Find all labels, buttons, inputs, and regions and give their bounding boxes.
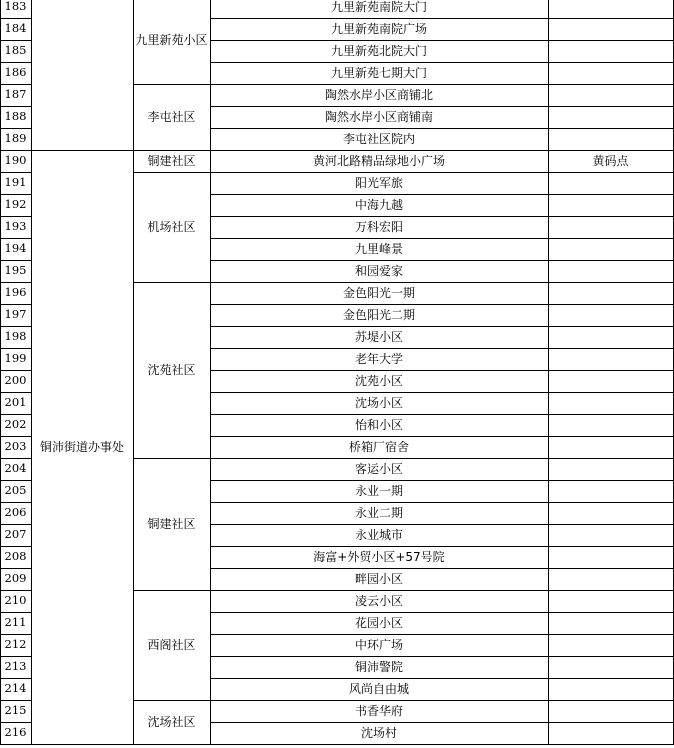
location-name: 客运小区 <box>354 462 403 476</box>
location-name: 九里新苑七期大门 <box>330 66 427 80</box>
note <box>548 568 673 590</box>
location-name: 畔园小区 <box>354 572 403 586</box>
row-number: 208 <box>4 549 27 564</box>
location-name: 陶然水岸小区商铺北 <box>324 88 433 102</box>
note <box>548 172 673 194</box>
location-name: 书香华府 <box>354 704 403 718</box>
note <box>548 370 673 392</box>
row-number: 213 <box>4 659 27 674</box>
row-number: 192 <box>4 197 27 212</box>
grid-line <box>210 304 674 305</box>
grid-line <box>0 40 32 41</box>
note <box>548 304 673 326</box>
grid-line <box>210 700 674 701</box>
grid-line <box>210 260 674 261</box>
note <box>548 18 673 40</box>
note <box>548 216 673 238</box>
note <box>548 348 673 370</box>
location-name: 和园爱家 <box>354 264 403 278</box>
row-number: 185 <box>4 43 27 58</box>
grid-line <box>210 612 674 613</box>
grid-line <box>0 106 32 107</box>
grid-line <box>0 128 32 129</box>
grid-line <box>210 546 674 547</box>
grid-line <box>210 84 674 85</box>
grid-line <box>210 150 674 151</box>
row-number: 207 <box>4 527 27 542</box>
location-name: 沈场小区 <box>354 396 403 410</box>
row-number: 216 <box>4 725 27 740</box>
community-name: 西阁社区 <box>147 638 196 652</box>
note <box>548 194 673 216</box>
grid-line <box>133 84 211 85</box>
location-name: 老年大学 <box>354 352 403 366</box>
grid-line <box>210 348 674 349</box>
location-name: 万科宏阳 <box>354 220 403 234</box>
row-number: 193 <box>4 219 27 234</box>
grid-line <box>0 722 32 723</box>
row-number: 187 <box>4 87 27 102</box>
row-number: 183 <box>4 0 27 14</box>
location-name: 海富+外贸小区+57号院 <box>313 550 445 564</box>
grid-line <box>210 458 674 459</box>
grid-line <box>0 414 32 415</box>
grid-line <box>0 370 32 371</box>
grid-line <box>0 194 32 195</box>
grid-line <box>210 480 674 481</box>
community-name: 沈苑社区 <box>147 363 196 377</box>
grid-line <box>0 348 32 349</box>
grid-line <box>133 700 211 701</box>
grid-line <box>0 524 32 525</box>
note <box>548 458 673 480</box>
location-name: 风尚自由城 <box>348 682 409 696</box>
location-name: 怡和小区 <box>354 418 403 432</box>
grid-line <box>0 568 32 569</box>
row-number: 214 <box>4 681 27 696</box>
grid-line <box>0 172 32 173</box>
row-number: 203 <box>4 439 27 454</box>
grid-line <box>0 458 32 459</box>
note <box>548 722 673 744</box>
row-number: 188 <box>4 109 27 124</box>
row-number: 199 <box>4 351 27 366</box>
note <box>548 0 673 18</box>
location-name: 中环广场 <box>354 638 403 652</box>
row-number: 209 <box>4 571 27 586</box>
grid-line <box>0 502 32 503</box>
grid-line <box>0 546 32 547</box>
location-name: 九里新苑南院大门 <box>330 0 427 14</box>
grid-line <box>0 480 32 481</box>
note <box>548 524 673 546</box>
grid-line <box>0 590 32 591</box>
grid-line <box>0 326 32 327</box>
grid-line <box>210 282 674 283</box>
grid-line <box>0 634 32 635</box>
grid-line <box>210 326 674 327</box>
row-number: 195 <box>4 263 27 278</box>
location-name: 九里新苑北院大门 <box>330 44 427 58</box>
note <box>548 612 673 634</box>
grid-line <box>31 150 134 151</box>
grid-line <box>210 678 674 679</box>
grid-line <box>0 612 32 613</box>
grid-line <box>0 678 32 679</box>
grid-line <box>0 436 32 437</box>
location-name: 九里峰景 <box>354 242 403 256</box>
grid-line <box>0 656 32 657</box>
row-number: 206 <box>4 505 27 520</box>
row-number: 215 <box>4 703 27 718</box>
grid-line <box>210 744 674 745</box>
row-number: 198 <box>4 329 27 344</box>
note <box>548 326 673 348</box>
grid-line <box>0 260 32 261</box>
grid-line <box>210 40 674 41</box>
community-name: 李屯社区 <box>147 110 196 124</box>
note <box>548 678 673 700</box>
row-number: 189 <box>4 131 27 146</box>
grid-line <box>210 656 674 657</box>
note <box>548 128 673 150</box>
note <box>548 502 673 524</box>
note <box>548 700 673 722</box>
grid-line <box>210 18 674 19</box>
community-name: 铜建社区 <box>147 517 196 531</box>
location-name: 桥箱厂宿舍 <box>348 440 409 454</box>
note <box>548 40 673 62</box>
grid-line <box>0 62 32 63</box>
grid-line <box>0 304 32 305</box>
note <box>548 106 673 128</box>
location-name: 金色阳光二期 <box>342 308 415 322</box>
note <box>548 634 673 656</box>
grid-line <box>210 722 674 723</box>
row-number: 194 <box>4 241 27 256</box>
note <box>548 260 673 282</box>
note <box>548 546 673 568</box>
location-name: 苏堤小区 <box>354 330 403 344</box>
grid-line <box>0 84 32 85</box>
row-number: 205 <box>4 483 27 498</box>
grid-line <box>210 62 674 63</box>
grid-line <box>210 436 674 437</box>
grid-line <box>0 392 32 393</box>
grid-line <box>210 414 674 415</box>
grid-line <box>210 590 674 591</box>
grid-line <box>31 744 134 745</box>
grid-line <box>210 128 674 129</box>
location-name: 九里新苑南院广场 <box>330 22 427 36</box>
row-number: 197 <box>4 307 27 322</box>
grid-line <box>210 524 674 525</box>
grid-line <box>0 238 32 239</box>
row-number: 190 <box>4 153 27 168</box>
row-number: 211 <box>4 615 27 630</box>
row-number: 202 <box>4 417 27 432</box>
community-name: 九里新苑小区 <box>135 33 208 47</box>
community-name: 铜建社区 <box>147 154 196 168</box>
location-name: 花园小区 <box>354 616 403 630</box>
note: 黄码点 <box>592 154 629 168</box>
note <box>548 436 673 458</box>
note <box>548 414 673 436</box>
location-name: 中海九越 <box>354 198 403 212</box>
grid-line <box>210 392 674 393</box>
row-number: 200 <box>4 373 27 388</box>
note <box>548 84 673 106</box>
grid-line <box>210 370 674 371</box>
grid-line <box>133 458 211 459</box>
location-name: 铜沛警院 <box>354 660 403 674</box>
grid-line <box>0 216 32 217</box>
grid-line <box>0 150 32 151</box>
row-number: 184 <box>4 21 27 36</box>
grid-line <box>0 700 32 701</box>
grid-line <box>210 238 674 239</box>
grid-line <box>0 282 32 283</box>
note <box>548 590 673 612</box>
location-name: 阳光军旅 <box>354 176 403 190</box>
grid-line <box>210 216 674 217</box>
grid-line <box>133 744 211 745</box>
grid-line <box>210 194 674 195</box>
row-number: 212 <box>4 637 27 652</box>
row-number: 204 <box>4 461 27 476</box>
grid-line <box>133 282 211 283</box>
row-number: 210 <box>4 593 27 608</box>
location-name: 永业一期 <box>354 484 403 498</box>
location-name: 凌云小区 <box>354 594 403 608</box>
note <box>548 282 673 304</box>
location-name: 永业城市 <box>354 528 403 542</box>
location-name: 沈场村 <box>360 726 397 740</box>
location-name: 永业二期 <box>354 506 403 520</box>
location-name: 黄河北路精品绿地小广场 <box>312 154 445 168</box>
grid-line <box>210 502 674 503</box>
community-name: 机场社区 <box>147 220 196 234</box>
note <box>548 392 673 414</box>
note <box>548 62 673 84</box>
row-number: 196 <box>4 285 27 300</box>
office-name <box>31 0 133 150</box>
grid-line <box>210 634 674 635</box>
grid-line <box>210 106 674 107</box>
location-name: 陶然水岸小区商铺南 <box>324 110 433 124</box>
grid-line <box>0 744 32 745</box>
location-name: 李屯社区院内 <box>342 132 415 146</box>
office-name: 铜沛街道办事处 <box>39 440 124 454</box>
note <box>548 480 673 502</box>
grid-line <box>0 18 32 19</box>
note <box>548 656 673 678</box>
grid-line <box>133 590 211 591</box>
grid-line <box>133 0 134 745</box>
grid-line <box>133 150 211 151</box>
location-name: 沈苑小区 <box>354 374 403 388</box>
community-name: 沈场社区 <box>147 715 196 729</box>
row-number: 191 <box>4 175 27 190</box>
grid-line <box>133 172 211 173</box>
location-name: 金色阳光一期 <box>342 286 415 300</box>
row-number: 186 <box>4 65 27 80</box>
row-number: 201 <box>4 395 27 410</box>
grid-line <box>210 172 674 173</box>
note <box>548 238 673 260</box>
grid-line <box>210 568 674 569</box>
